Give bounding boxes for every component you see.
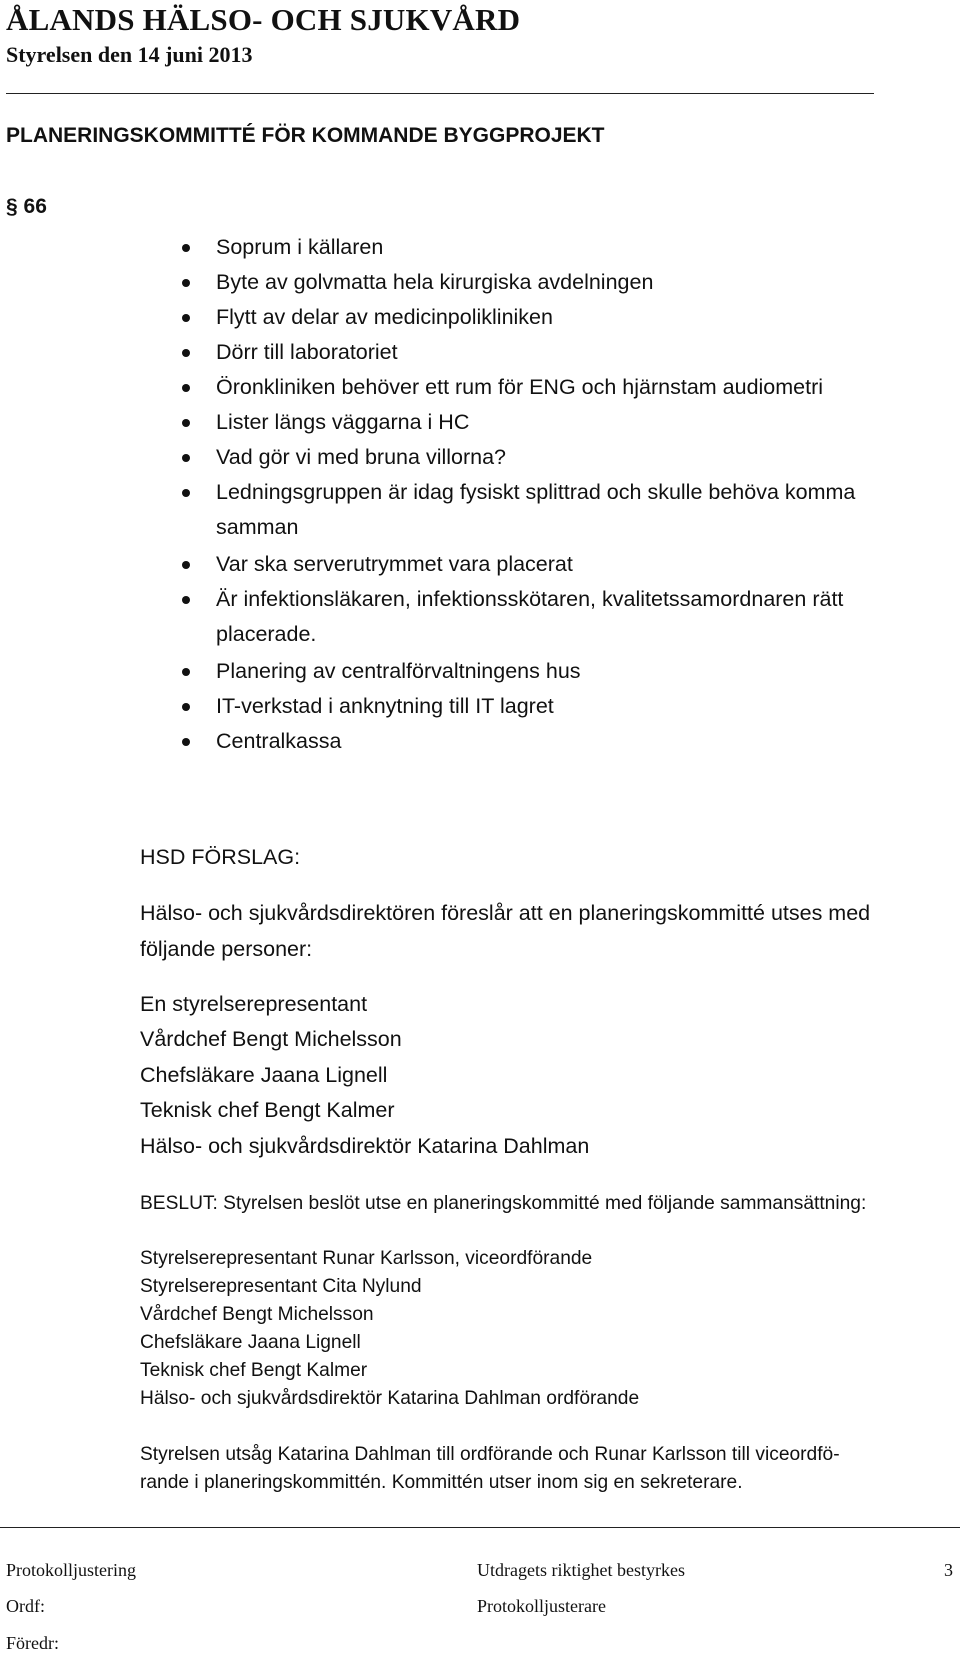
proposal-heading: HSD FÖRSLAG:: [140, 845, 301, 869]
list-item-text: Dörr till laboratoriet: [216, 340, 398, 364]
proposal-member: Chefsläkare Jaana Lignell: [140, 1063, 388, 1087]
list-item-text: Soprum i källaren: [216, 235, 384, 259]
list-item-text: Vad gör vi med bruna villorna?: [216, 445, 507, 469]
decision-text: BESLUT: Styrelsen beslöt utse en planeringskommitté med följande sammansättning:: [140, 1193, 867, 1214]
list-item-text: Är infektionsläkaren, infektionsskötaren, kvalitetssamordnaren rätt placerade.: [216, 587, 844, 646]
proposal-text-line: Hälso- och sjukvårdsdirektören föreslår att en planeringskommitté utses med: [140, 901, 871, 925]
footer-divider: [0, 1527, 960, 1528]
list-item-text: Lister längs väggarna i HC: [216, 410, 470, 434]
header-divider: [6, 93, 874, 94]
bullet-icon: [182, 738, 190, 746]
decision-member: Styrelserepresentant Runar Karlsson, viceordförande: [140, 1248, 593, 1269]
organization-title: ÅLANDS HÄLSO- OCH SJUKVÅRD: [6, 2, 521, 37]
meeting-date: Styrelsen den 14 juni 2013: [6, 42, 253, 67]
decision-member: Styrelserepresentant Cita Nylund: [140, 1276, 422, 1297]
decision-member: Hälso- och sjukvårdsdirektör Katarina Dahlman ordförande: [140, 1388, 640, 1409]
bullet-icon: [182, 349, 190, 357]
list-item-text: Flytt av delar av medicinpolikliniken: [216, 305, 553, 329]
list-item-text: Öronkliniken behöver ett rum för ENG och hjärnstam audiometri: [216, 375, 824, 399]
footer-label-bestyrkes: Utdragets riktighet bestyrkes: [477, 1560, 685, 1580]
footer-label-protokolljustering: Protokolljustering: [6, 1560, 136, 1580]
proposal-member: Teknisk chef Bengt Kalmer: [140, 1098, 395, 1122]
bullet-icon: [182, 244, 190, 252]
bullet-icon: [182, 454, 190, 462]
list-item-text: Centralkassa: [216, 729, 342, 753]
decision-closing-line: rande i planeringskommittén. Kommittén utser inom sig en sekreterare.: [140, 1472, 743, 1493]
bullet-icon: [182, 419, 190, 427]
proposal-text-line: följande personer:: [140, 937, 313, 961]
decision-member: Chefsläkare Jaana Lignell: [140, 1332, 361, 1353]
paragraph-number: § 66: [6, 195, 47, 218]
proposal-member: Hälso- och sjukvårdsdirektör Katarina Dahlman: [140, 1134, 590, 1158]
list-item-text: Var ska serverutrymmet vara placerat: [216, 552, 573, 576]
decision-member: Teknisk chef Bengt Kalmer: [140, 1360, 368, 1381]
proposal-member: En styrelserepresentant: [140, 992, 368, 1016]
bullet-icon: [182, 561, 190, 569]
bullet-icon: [182, 384, 190, 392]
footer-label-foredr: Föredr:: [6, 1633, 59, 1653]
page-number: 3: [944, 1560, 953, 1580]
proposal-member: Vårdchef Bengt Michelsson: [140, 1027, 402, 1051]
decision-member: Vårdchef Bengt Michelsson: [140, 1304, 374, 1325]
section-title: PLANERINGSKOMMITTÉ FÖR KOMMANDE BYGGPROJEKT: [6, 124, 605, 147]
list-item-text: Ledningsgruppen är idag fysiskt splittrad och skulle behöva komma samman: [216, 480, 856, 539]
bullet-icon: [182, 596, 190, 604]
footer-label-ordf: Ordf:: [6, 1596, 45, 1616]
bullet-icon: [182, 703, 190, 711]
bullet-icon: [182, 668, 190, 676]
list-item-text: Byte av golvmatta hela kirurgiska avdelningen: [216, 270, 654, 294]
bullet-icon: [182, 279, 190, 287]
footer-label-protokolljusterare: Protokolljusterare: [477, 1596, 606, 1616]
bullet-icon: [182, 489, 190, 497]
bullet-icon: [182, 314, 190, 322]
list-item-text: Planering av centralförvaltningens hus: [216, 659, 581, 683]
decision-closing-line: Styrelsen utsåg Katarina Dahlman till ordförande och Runar Karlsson till viceordfö-: [140, 1444, 840, 1465]
list-item-text: IT-verkstad i anknytning till IT lagret: [216, 694, 554, 718]
